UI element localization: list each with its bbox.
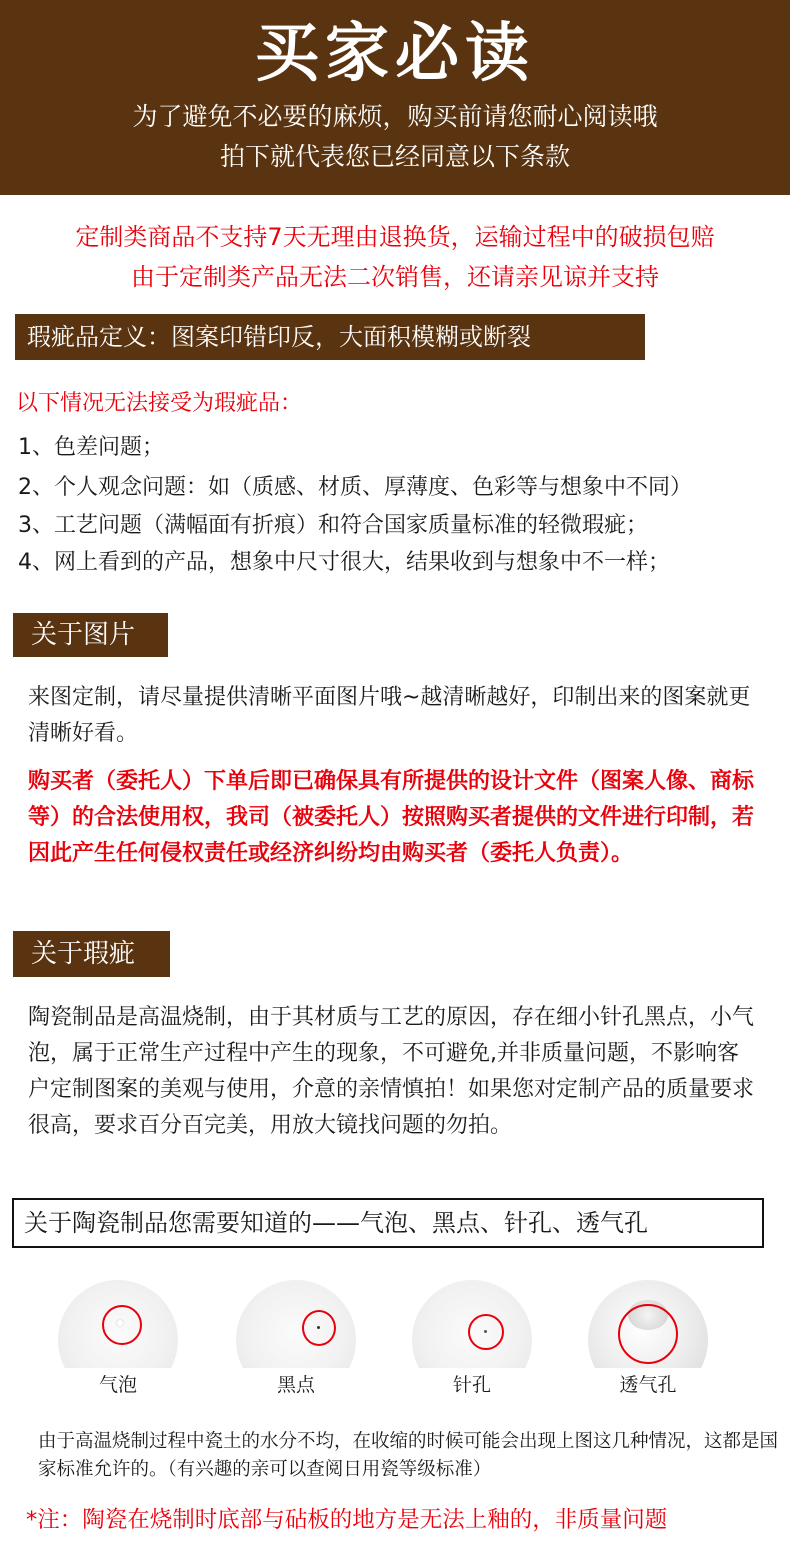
about-images-notice: 购买者（委托人）下单后即已确保具有所提供的设计文件（图案人像、商标等）的合法使用权，我司（被委托人）按照购买者提供的文件进行印制，若因此产生任何侵权责任或经济纠纷均由购买者（委托人负责）。: [28, 769, 755, 866]
exclusion-item-4: 4、网上看到的产品，想象中尺寸很大，结果收到与想象中不一样；: [18, 550, 670, 575]
ceramics-explanation: 由于高温烧制过程中瓷土的水分不均，在收缩的时候可能会出现上图这几种情况，这都是国家标准允许的。（有兴趣的亲可以查阅日用瓷等级标准）: [38, 1431, 779, 1480]
ceramics-heading: 关于陶瓷制品您需要知道的——气泡、黑点、针孔、透气孔: [24, 1209, 648, 1237]
pinhole-label: 针孔: [452, 1374, 491, 1396]
bubble-icon: [58, 1280, 178, 1368]
bubble-label: 气泡: [98, 1374, 137, 1396]
vent-hole-icon: [588, 1280, 708, 1368]
ceramics-note: *注：陶瓷在烧制时底部与砧板的地方是无法上釉的，非质量问题: [26, 1507, 668, 1533]
header-subtitle-line-2: 拍下就代表您已经同意以下条款: [219, 142, 570, 171]
header-subtitle-line-1: 为了避免不必要的麻烦，购买前请您耐心阅读哦: [132, 102, 658, 131]
policy-line-1: 定制类商品不支持7天无理由退换货，运输过程中的破损包赔: [75, 223, 715, 251]
about-flaws-text: 陶瓷制品是高温烧制，由于其材质与工艺的原因，存在细小针孔黑点，小气泡，属于正常生产过程中产生的现象，不可避免,并非质量问题，不影响客户定制图案的美观与使用，介意的亲情慎拍！如果您对定制产品的质量要求很高，要求百分百完美，用放大镜找问题的勿拍。: [28, 1005, 755, 1138]
pinhole-icon: [412, 1280, 532, 1368]
about-flaws-label: 关于瑕疵: [13, 931, 170, 977]
policy-line-2: 由于定制类产品无法二次销售，还请亲见谅并支持: [131, 263, 659, 291]
ceramics-heading-box: [12, 1198, 764, 1248]
header-banner: [0, 0, 790, 195]
exclusion-item-1: 1、色差问题；: [18, 435, 164, 460]
exclusions-heading: 以下情况无法接受为瑕疵品：: [16, 391, 303, 416]
exclusion-item-3: 3、工艺问题（满幅面有折痕）和符合国家质量标准的轻微瑕疵；: [18, 513, 648, 538]
about-images-label: 关于图片: [13, 613, 168, 657]
vent-hole-label: 透气孔: [619, 1374, 677, 1396]
exclusion-item-2: 2、个人观念问题：如（质感、材质、厚薄度、色彩等与想象中不同）: [18, 475, 692, 500]
about-images-text: 来图定制，请尽量提供清晰平面图片哦~越清晰越好，印制出来的图案就更清晰好看。: [28, 685, 751, 746]
black-dot-icon: [236, 1280, 356, 1368]
black-dot-label: 黑点: [276, 1374, 315, 1396]
defect-definition-label: 瑕疵品定义：图案印错印反，大面积模糊或断裂: [15, 314, 645, 360]
page-title: 买家必读: [255, 16, 535, 91]
